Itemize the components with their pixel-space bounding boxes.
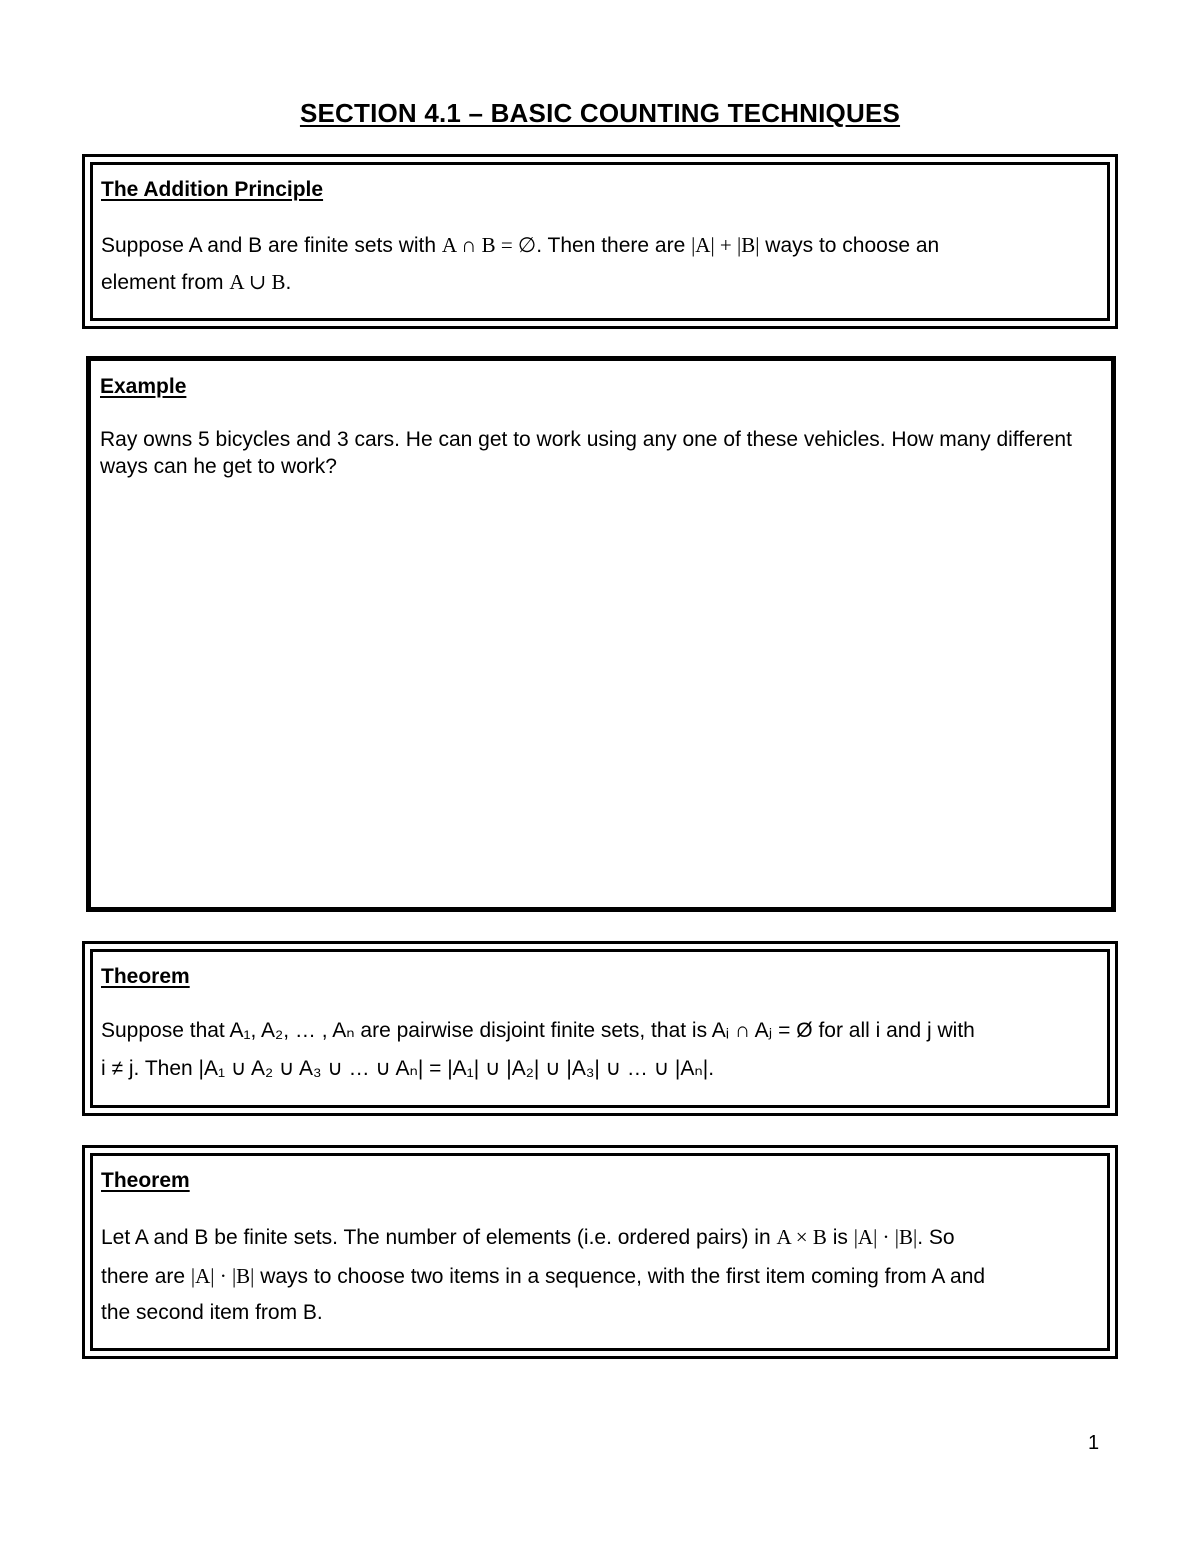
theorem1-line1: Suppose that A₁, A₂, … , Aₙ are pairwise disjoint finite sets, that is Aᵢ ∩ Aⱼ = Ø for all i and j with bbox=[101, 1019, 975, 1042]
theorem2-line3: the second item from B. bbox=[101, 1301, 323, 1324]
theorem1-inner bbox=[90, 949, 1110, 1108]
example-text: Ray owns 5 bicycles and 3 cars. He can get to work using any one of these vehicles. How many different ways can he get to work? bbox=[100, 428, 1072, 478]
theorem2-box bbox=[82, 1145, 1118, 1359]
addition-principle-inner bbox=[90, 162, 1110, 321]
theorem2-heading: Theorem bbox=[101, 1169, 190, 1192]
page-number: 1 bbox=[1088, 1432, 1100, 1454]
theorem1-line2: i ≠ j. Then |A₁ ∪ A₂ ∪ A₃ ∪ … ∪ Aₙ| = |A₁| ∪ |A₂| ∪ |A₃| ∪ … ∪ |Aₙ|. bbox=[101, 1057, 715, 1080]
addition-text-part: . bbox=[285, 271, 292, 294]
theorem2-text-part: Let A and B be finite sets. The number of elements (i.e. ordered pairs) in bbox=[101, 1226, 777, 1249]
theorem2-text-part: . So bbox=[917, 1226, 955, 1249]
theorem2-inner bbox=[90, 1153, 1110, 1351]
addition-principle-heading: The Addition Principle bbox=[101, 178, 324, 201]
example-heading: Example bbox=[100, 375, 187, 398]
theorem1-box bbox=[82, 941, 1118, 1116]
addition-principle-text bbox=[101, 227, 1099, 301]
addition-principle-box bbox=[82, 154, 1118, 329]
math-cartesian-product: A × B bbox=[776, 1225, 827, 1249]
addition-text-part: ways to choose an bbox=[759, 234, 940, 257]
math-product-of-cardinalities: |A| · |B| bbox=[853, 1225, 918, 1249]
example-box bbox=[86, 356, 1116, 912]
theorem2-text-part: is bbox=[826, 1226, 854, 1249]
theorem2-text bbox=[101, 1218, 1099, 1296]
addition-text-part: Suppose A and B are finite sets with bbox=[101, 234, 442, 257]
math-union: A ∪ B bbox=[229, 270, 286, 294]
math-intersection-empty: A ∩ B = ∅ bbox=[441, 233, 537, 257]
math-product-of-cardinalities: |A| · |B| bbox=[190, 1264, 255, 1288]
page-title: SECTION 4.1 – BASIC COUNTING TECHNIQUES bbox=[299, 98, 901, 128]
math-sum-of-cardinalities: |A| + |B| bbox=[691, 233, 760, 257]
theorem1-heading: Theorem bbox=[101, 965, 190, 988]
theorem2-text-part: ways to choose two items in a sequence, with the first item coming from A and bbox=[254, 1265, 986, 1288]
addition-text-part: . Then there are bbox=[536, 234, 692, 257]
addition-text-part: element from bbox=[101, 271, 230, 294]
theorem2-text-part: there are bbox=[101, 1265, 191, 1288]
theorem1-text bbox=[101, 1012, 1099, 1088]
